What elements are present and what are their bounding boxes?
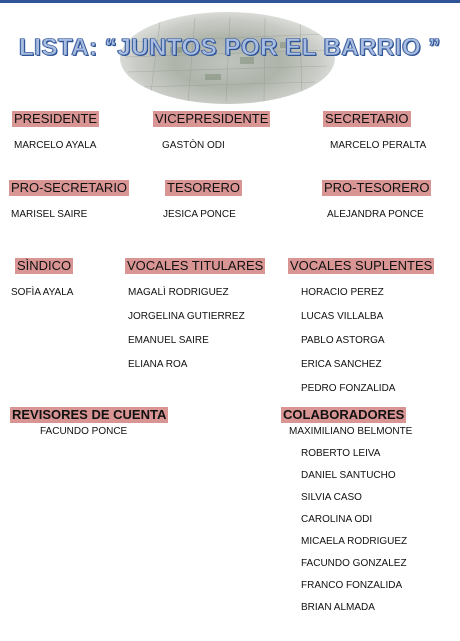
label-secretario: SECRETARIO bbox=[325, 111, 409, 126]
list-item: FRANCO FONZALIDA bbox=[301, 580, 403, 591]
label-colaboradores: COLABORADORES bbox=[283, 407, 405, 422]
list-item: LUCAS VILLALBA bbox=[301, 311, 384, 322]
label-vocales-suplentes: VOCALES SUPLENTES bbox=[290, 258, 433, 273]
top-border bbox=[0, 0, 460, 3]
list-item: PEDRO FONZALIDA bbox=[301, 383, 396, 394]
name-sindico: SOFÌA AYALA bbox=[11, 287, 74, 298]
label-protesorero: PRO-TESORERO bbox=[324, 180, 430, 195]
label-tesorero: TESORERO bbox=[167, 180, 240, 195]
label-presidente: PRESIDENTE bbox=[14, 111, 98, 126]
list-item: MICAELA RODRIGUEZ bbox=[301, 536, 408, 547]
list-item: HORACIO PEREZ bbox=[301, 287, 384, 298]
label-sindico: SÌNDICO bbox=[17, 258, 72, 273]
name-prosecretario: MARISEL SAIRE bbox=[11, 209, 88, 220]
list-item: DANIEL SANTUCHO bbox=[301, 470, 396, 481]
name-presidente: MARCELO AYALA bbox=[14, 140, 97, 151]
name-tesorero: JESICA PONCE bbox=[163, 209, 236, 220]
label-prosecretario: PRO-SECRETARIO bbox=[11, 180, 128, 195]
name-revisor: FACUNDO PONCE bbox=[40, 426, 128, 437]
list-item: CAROLINA ODI bbox=[301, 514, 373, 525]
name-secretario: MARCELO PERALTA bbox=[330, 140, 427, 151]
list-item: EMANUEL SAIRE bbox=[128, 335, 209, 346]
label-revisores-de-cuenta: REVISORES DE CUENTA bbox=[12, 407, 167, 422]
name-protesorero: ALEJANDRA PONCE bbox=[327, 209, 424, 220]
list-item: MAGALÌ RODRIGUEZ bbox=[128, 287, 229, 298]
list-item: FACUNDO GONZALEZ bbox=[301, 558, 407, 569]
page-title: LISTA: “JUNTOS POR EL BARRIO ” bbox=[19, 34, 441, 61]
list-item: ELIANA ROA bbox=[128, 359, 188, 370]
list-item: PABLO ASTORGA bbox=[301, 335, 385, 346]
list-item: ROBERTO LEIVA bbox=[301, 448, 381, 459]
list-item: JORGELINA GUTIERREZ bbox=[128, 311, 245, 322]
list-item: BRIAN ALMADA bbox=[301, 602, 375, 613]
label-vocales-titulares: VOCALES TITULARES bbox=[127, 258, 264, 273]
label-vicepresidente: VICEPRESIDENTE bbox=[155, 111, 269, 126]
name-vicepresidente: GASTÒN ODI bbox=[162, 140, 225, 151]
list-item: MAXIMILIANO BELMONTE bbox=[289, 426, 413, 437]
list-item: ERICA SANCHEZ bbox=[301, 359, 382, 370]
list-item: SILVIA CASO bbox=[301, 492, 362, 503]
